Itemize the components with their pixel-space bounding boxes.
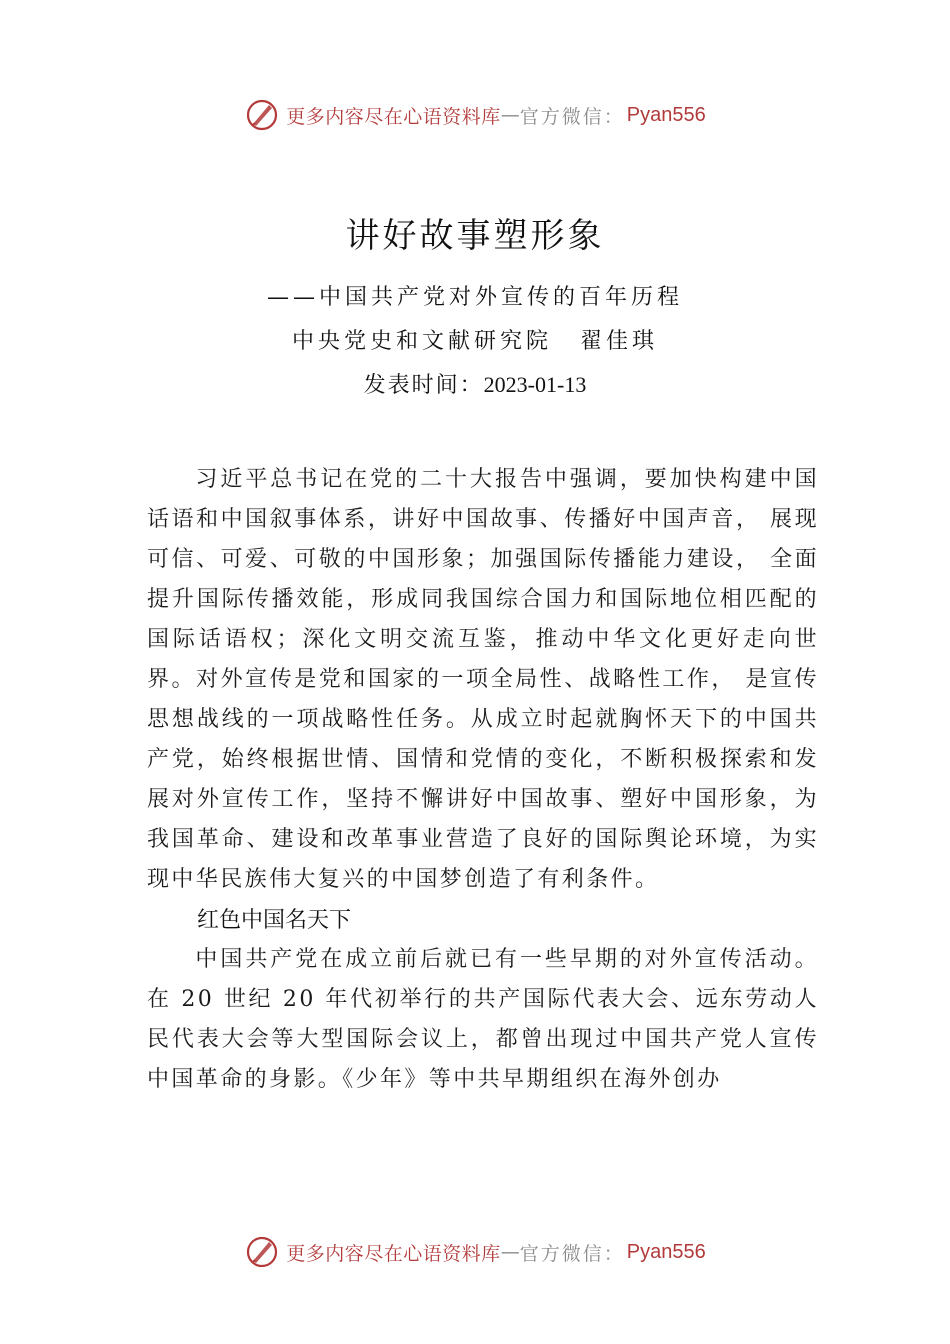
article-body [147,460,819,1100]
watermark-footer [0,1232,950,1272]
watermark-text: 更多内容尽在心语资料库 [286,1242,501,1265]
article-byline [0,324,950,355]
quill-logo-icon [244,97,280,133]
watermark-wechat-id: Pyan556 [626,103,706,126]
watermark-label: 官方微信： [519,105,625,128]
publish-date [0,368,950,399]
watermark-label: 官方微信： [519,1242,625,1265]
article-subtitle: ——中国共产党对外宣传的百年历程 [266,285,683,310]
date-label: 发表时间： [363,373,484,398]
watermark-wechat-id: Pyan556 [626,1240,706,1263]
author-name: 翟佳琪 [580,329,659,354]
paragraph: 习近平总书记在党的二十大报告中强调，要加快构建中国话语和中国叙事体系，讲好中国故事、传播好中国声音， 展现可信、可爱、可敬的中国形象；加强国际传播能力建设， 全面提升国际传播效能，形成同我国综合国力和国际地位相匹配的国际话语权；深化文明交流互鉴，推动中华文化更好走向世界。对外宣传是党和国家的一项全局性、战略性工作， 是宣传思想战线的一项战略性任务。从成立时起就胸怀天下的中国共产党，始终根据世情、国情和党情的变化，不断积极探索和发展对外宣传工作，坚持不懈讲好中国故事、塑好中国形象，为我国革命、建设和改革事业营造了良好的国际舆论环境，为实现中华民族伟大复兴的中国梦创造了有利条件。 [147,467,819,892]
paragraph: 中国共产党在成立前后就已有一些早期的对外宣传活动。在 20 世纪 20 年代初举行的共产国际代表大会、远东劳动人民代表大会等大型国际会议上，都曾出现过中国共产党人宣传中国革命的身影。《少年》等中共早期组织在海外创办 [147,947,819,1092]
quill-logo-icon [244,1234,280,1270]
watermark-header [0,95,950,135]
section-heading: 红色中国名天下 [197,907,352,932]
article-title: 讲好故事塑形象 [345,216,605,256]
author-institution: 中央党史和文献研究院 [291,329,552,354]
watermark-dash: — [500,1241,520,1263]
watermark-text: 更多内容尽在心语资料库 [286,105,501,128]
watermark-dash: — [500,104,520,126]
date-value: 2023-01-13 [483,372,587,397]
